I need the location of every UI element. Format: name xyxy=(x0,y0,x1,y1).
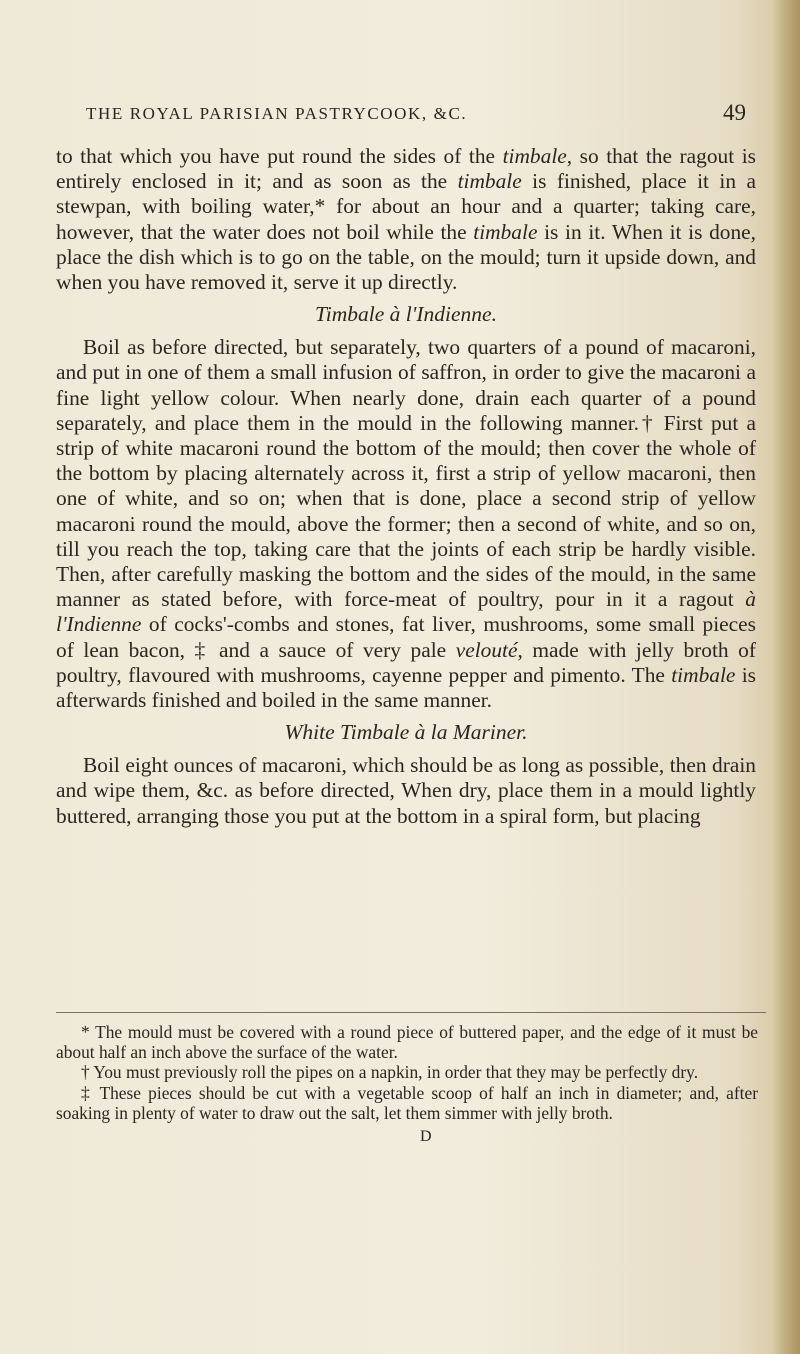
text-run: is in it. When it is done, place the dish which is to go on the table, on the mould; turn it upside down, and when you have removed it, serve it up directly. xyxy=(56,219,756,295)
text-run: is afterwards finished and boiled in the same manner. xyxy=(56,662,756,713)
italic-term: timbale xyxy=(671,662,736,687)
footnote-rule xyxy=(56,1012,766,1013)
italic-term: timbale xyxy=(502,144,567,168)
running-header xyxy=(86,100,746,130)
page-gutter-shadow xyxy=(772,0,800,1354)
italic-term: timbale xyxy=(473,219,538,244)
page-number: 49 xyxy=(723,100,746,125)
footnotes xyxy=(56,1022,758,1123)
footnote-3: ‡ These pieces should be cut with a vegetable scoop of half an inch in diameter; and, after soaking in plenty of water to draw out the salt, let them simmer with jelly broth. xyxy=(56,1082,758,1123)
text-run: , so that the ragout is entirely enclosed in it; and as soon as the xyxy=(56,144,756,194)
italic-term: timbale xyxy=(457,169,522,194)
recipe-paragraph-mariner: Boil eight ounces of macaroni, which should be as long as possible, then drain and wipe them, &c. as before directed, When dry, place them in a mould lightly buttered, arranging those you put at the bottom in a spiral form, but placing xyxy=(56,753,756,828)
signature-mark: D xyxy=(420,1128,432,1145)
italic-term: à l'Indienne xyxy=(56,587,756,637)
footnote-2: † You must previously roll the pipes on a napkin, in order that they may be perfectly dry. xyxy=(81,1062,699,1083)
footnote-1: * The mould must be covered with a round piece of buttered paper, and the edge of it must be about half an inch above the surface of the water. xyxy=(56,1022,758,1063)
text-run: Boil as before directed, but separately, two quarters of a pound of macaroni, and put in one of them a small infusion of saffron, in order to give the macaroni a fine light yellow colour. When nearly done, drain each quarter of a pound separately, and place them in the mould in the following manner.† First put a strip of white macaroni round the bottom of the mould; then cover the whole of the bottom by placing alternately across it, first a strip of yellow macaroni, then one of white, and so on; when that is done, place a second strip of yellow macaroni round the mould, above the former; then a second of white, and so on, till you reach the top, taking care that the joints of each strip be hardly visible. Then, after carefully masking the bottom and the sides of the mould, in the same manner as stated before, with force-meat of poultry, pour in it a ragout xyxy=(56,335,756,612)
running-title: THE ROYAL PARISIAN PASTRYCOOK, &C. xyxy=(86,104,468,123)
recipe-paragraph-indienne xyxy=(56,335,756,713)
intro-paragraph xyxy=(56,144,756,295)
section-heading-white-timbale: White Timbale à la Mariner. xyxy=(284,720,528,745)
italic-term: velouté xyxy=(455,637,518,662)
text-run: to that which you have put round the sides of the xyxy=(56,144,503,168)
text-run: is finished, place it in a stewpan, with boiling water,* for about an hour and a quarter; taking care, however, that the water does not boil while the xyxy=(56,169,756,244)
text-run: of cocks'-combs and stones, fat liver, mushrooms, some small pieces of lean bacon, ‡ and a sauce of very pale xyxy=(56,612,756,662)
section-heading-timbale-indienne: Timbale à l'Indienne. xyxy=(315,302,497,327)
text-run: , made with jelly broth of poultry, flavoured with mushrooms, cayenne pepper and pimento. The xyxy=(56,637,756,687)
main-text xyxy=(56,144,756,829)
